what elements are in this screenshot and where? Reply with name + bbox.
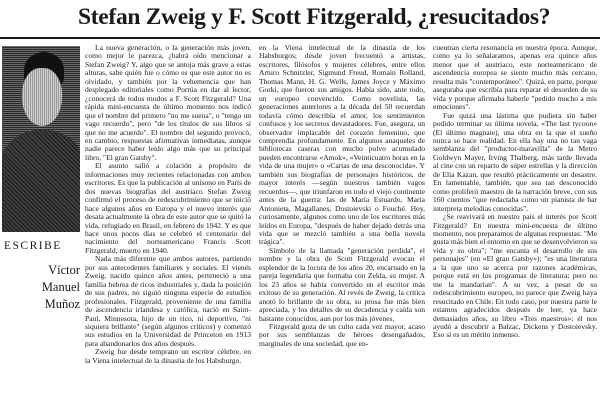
- paragraph: cuentran cierta resonancia en nuestra época. Aunque, como ya lo señalaramos, apenas era quince años menor que el austríaco, este norteamericano de ascendencia europea se siente mucho más cercano, resulta más "contemporáneo". Quizá, en parte, porque aseguraba que escribía para reparar el desorden de su vida y porque afirmaba haberle "pedido mucho a mis emociones".: [433, 44, 597, 112]
- article-column-2: [259, 44, 425, 400]
- author-last-name: Muñoz: [44, 297, 80, 311]
- paragraph: Fitzgerald goza de un culto cada vez mayor, acaso por sus semblanzas de héroes desengañados, marginales de una sociedad, que en-: [259, 321, 425, 348]
- title-rule: [0, 37, 600, 39]
- paragraph: Zweig fue desde temprano un escritor célebre, en la Viena intelectual de la dinastía de los Habsburgo.: [85, 347, 251, 365]
- article-title: Stefan Zweig y F. Scott Fitzgerald, ¿resucitados?: [78, 4, 551, 30]
- photo-shoulders: [2, 130, 80, 232]
- author-photo: [2, 46, 80, 232]
- paragraph: Fue quizá una lástima que pudiera sin haber podido terminar su última novela, «The last tycoon» (El último magnate), una obra en la que el sueño nunca se hace realidad. En ella hay una no tan vaga semblanza del "productor-maravilla" de la Metro Goldwyn Mayer, Irving Thalberg, más tarde llevada al cine con un reparto de súper estrellas y la dirección de Elia Kazan, que resultó prácticamente un desastre. En lamentable, también, que sea tan desconocido como proliferó maestro de la narración breve, con sus 160 cuentos "que redactaba como un pianista de bar interpreta melodías conocidas".: [433, 110, 597, 213]
- paragraph: El asunto salió a colación a propósito de informaciones muy recientes relacionadas con ambos escritores. Es que la publicación al unísono en París de dos nuevas biografías del austríaco Stefan Zweig confirmó el proceso de redescubrimiento que se inició hace algunos años en Europa y el nuevo interés que desata actualmente la obra de este autor que se quitó la vida, refugiado en Brasil, en febrero de 1942. Y es que hace unos pocos días se celebró el centenario del nacimiento del norteamericano Francis Scott Fitzgerald, muerto en 1940.: [85, 161, 251, 255]
- section-label: ESCRIBE: [4, 240, 62, 252]
- photo-face: [22, 68, 62, 126]
- paragraph: Símbolo de la llamada "generación perdida", el nombre y la obra de Scott Fitzgerald evocan el esplendor de la locura de los años 20, encarnado en la pareja legendaria que formaba con Zelda, su mujer. A los 23 años se había convertido en el escritor más exitoso de su generación. Al revés de Zweig, la crítica anotó lo brillante de su obra, su prosa fue más bien apreciada, y los detalles de su decadencia y caída son bastante conocidos, aun por los más jóvenes.: [259, 245, 425, 323]
- paragraph: ¿Se reavivará en nuestro país el interés por Scott Fitzgerald? En nuestra mini-encuesta de último momento, nos preparamos de algunas respuestas: "Me gusta más bien el entorno en que se desenvolvieron su vida y su obra"; "me encanta el desarrollo de sus personajes" (en «El gran Gatsby»); "es una literatura a la que uno se acerca por razones académicas, porque está en los programas de literatura; pero no me la mandarían". A su vez, a pesar de su redescubrimiento europeo, no parece que Zweig haya resucitado en Chile. En todo caso, por nuestra parte le estamos agradecidos después de leer, ya hace demasiados años, su libro «Tres maestros»: él nos ayudó a descubrir a Balzac, Dickens y Dostoievsky. Eso sí es un mérito inmenso.: [433, 212, 597, 340]
- author-middle-name: Manuel: [41, 280, 80, 294]
- paragraph: La nueva generación, o la generación más joven, como mejor le parezca, ¿habrá oído mencionar a Stefan Zweig? Y, algo que se antoja más grave a estas alturas, sabe quién fue o cómo es que este autor no es olvidado, y también por la vehemencia que han desplegado editoriales como Porrúa en dar al lector, ¿conocerá de todos modos a F. Scott Fitzgerald? Una rápida mini-encuesta de último momento nos indicó que el nombre del primero "no me suena", o "tengo un vago recuerdo", pero "de los títulos de sus libros sí que no me acuerdo". El nombre del segundo provocó, en cambio, respuestas afirmativas inmediatas, aunque nadie parece haber leído algo más que su principal libro, "El gran Gatsby".: [85, 44, 251, 162]
- article-column-1: [85, 44, 251, 400]
- paragraph: Nada más diferente que ambos autores, partiendo por sus antecedentes familiares y sociales. El vienés Zweig, nacido quince años antes, perteneció a una familia hebrea de ricos industriales y, dada la posición de sus padres, no siguió ninguna especie de estudios profesionales. Fitzgerald, proveniente de una familia de ascendencia irlandesa y católica, nació en Saint-Paul, Minnesota, hijo de un rico, ni deportivo, "ni siquiera brillante" (según algunos críticos) y comenzó sus estudios en la Universidad de Princeton en 1913 para abandonarlos dos años después.: [85, 254, 251, 348]
- author-name: [20, 262, 80, 313]
- article-column-3: [433, 44, 597, 400]
- paragraph: en la Viena intelectual de la dinastía de los Habsburgos; desde joven frecuentó a artistas, escritores, filósofos y mujeres célebres, entre ellos Arturo Schnitzler, Sigmund Freud, Romain Rolland, Thomas Mann, H. G. Wells, James Joyce y Máximo Gorki, que fueron sus amigos. Había sido, ante todo, un europeo convencido. Como novelista, las generaciones anteriores a la década del 50 recuerdan todavía cómo describía el amor, los sentimientos confusos y los secretos devastadores. Fue, asegura, un observador implacable del corazón femenino, que comprendía profundamente. En algunos anaqueles de bibliotecas caseras con mucho polvo acumulado pueden encontrarse «Amok», «Veinticuatro horas en la vida de una mujer» o «Cartas de una desconocida». Y también sus biografías de personajes históricos, de mayor interés —según nuestros también vagos recuerdos—, que triunfaron en todo el viejo continente antes de la guerra: las de María Estuardo, María Antonieta, Magallanes, Dostoievski o Fouché. Hoy, curiosamente, algunos como uno de los escritores más leídos en Europa, "después de haber dejado detrás una vida que se mezcló también a una bella novela trágica".: [259, 44, 425, 247]
- author-first-name: Víctor: [48, 263, 80, 277]
